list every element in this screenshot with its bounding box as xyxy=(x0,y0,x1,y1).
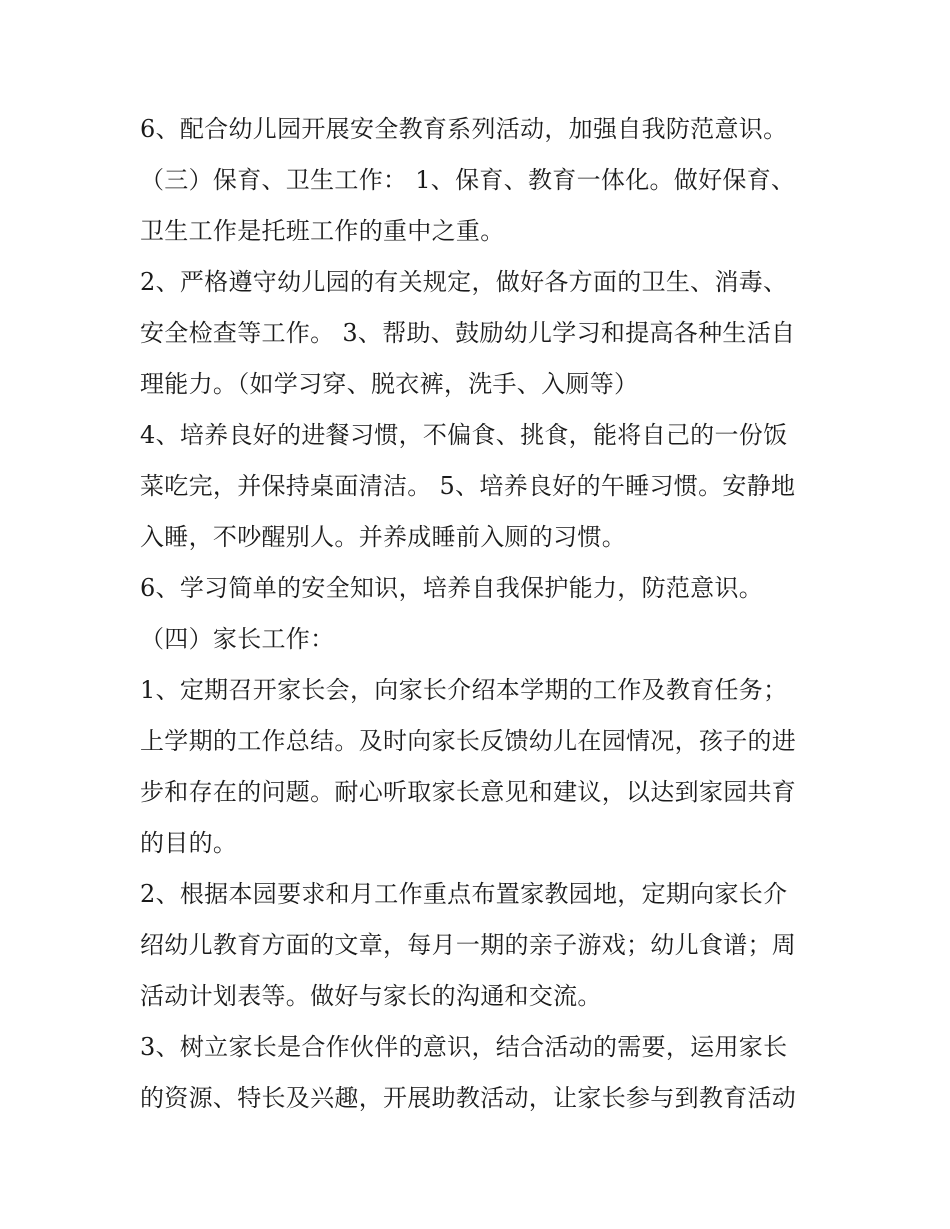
text-line: 6、学习简单的安全知识，培养自我保护能力，防范意识。 xyxy=(140,574,764,602)
text-line: 活动计划表等。做好与家长的沟通和交流。 xyxy=(140,982,602,1010)
text-line: （三）保育、卫生工作： 1、保育、教育一体化。做好保育、 xyxy=(140,166,796,194)
text-line: 上学期的工作总结。及时向家长反馈幼儿在园情况，孩子的进 xyxy=(140,727,797,755)
text-line: 2、根据本园要求和月工作重点布置家教园地，定期向家长介 xyxy=(140,880,788,908)
text-line: 步和存在的问题。耐心听取家长意见和建议，以达到家园共育 xyxy=(140,778,797,806)
text-line: （四）家长工作： xyxy=(140,625,335,653)
text-line: 4、培养良好的进餐习惯，不偏食、挑食，能将自己的一份饭 xyxy=(140,421,788,449)
text-line: 的资源、特长及兴趣，开展助教活动，让家长参与到教育活动 xyxy=(140,1084,797,1112)
text-line: 安全检查等工作。 3、帮助、鼓励幼儿学习和提高各种生活自 xyxy=(140,319,796,347)
text-line: 3、树立家长是合作伙伴的意识，结合活动的需要，运用家长 xyxy=(140,1033,788,1061)
text-line: 卫生工作是托班工作的重中之重。 xyxy=(140,217,505,245)
text-line: 的目的。 xyxy=(140,829,238,857)
text-line: 1、定期召开家长会，向家长介绍本学期的工作及教育任务； xyxy=(140,676,788,704)
text-line: 入睡，不吵醒别人。并养成睡前入厕的习惯。 xyxy=(140,523,626,551)
text-line: 菜吃完，并保持桌面清洁。 5、培养良好的午睡习惯。安静地 xyxy=(140,472,796,500)
text-line: 6、配合幼儿园开展安全教育系列活动，加强自我防范意识。 xyxy=(140,115,788,143)
text-line: 绍幼儿教育方面的文章，每月一期的亲子游戏；幼儿食谱；周 xyxy=(140,931,797,959)
text-line: 理能力。（如学习穿、脱衣裤，洗手、入厕等） xyxy=(140,370,639,398)
text-line: 2、严格遵守幼儿园的有关规定，做好各方面的卫生、消毒、 xyxy=(140,268,788,296)
